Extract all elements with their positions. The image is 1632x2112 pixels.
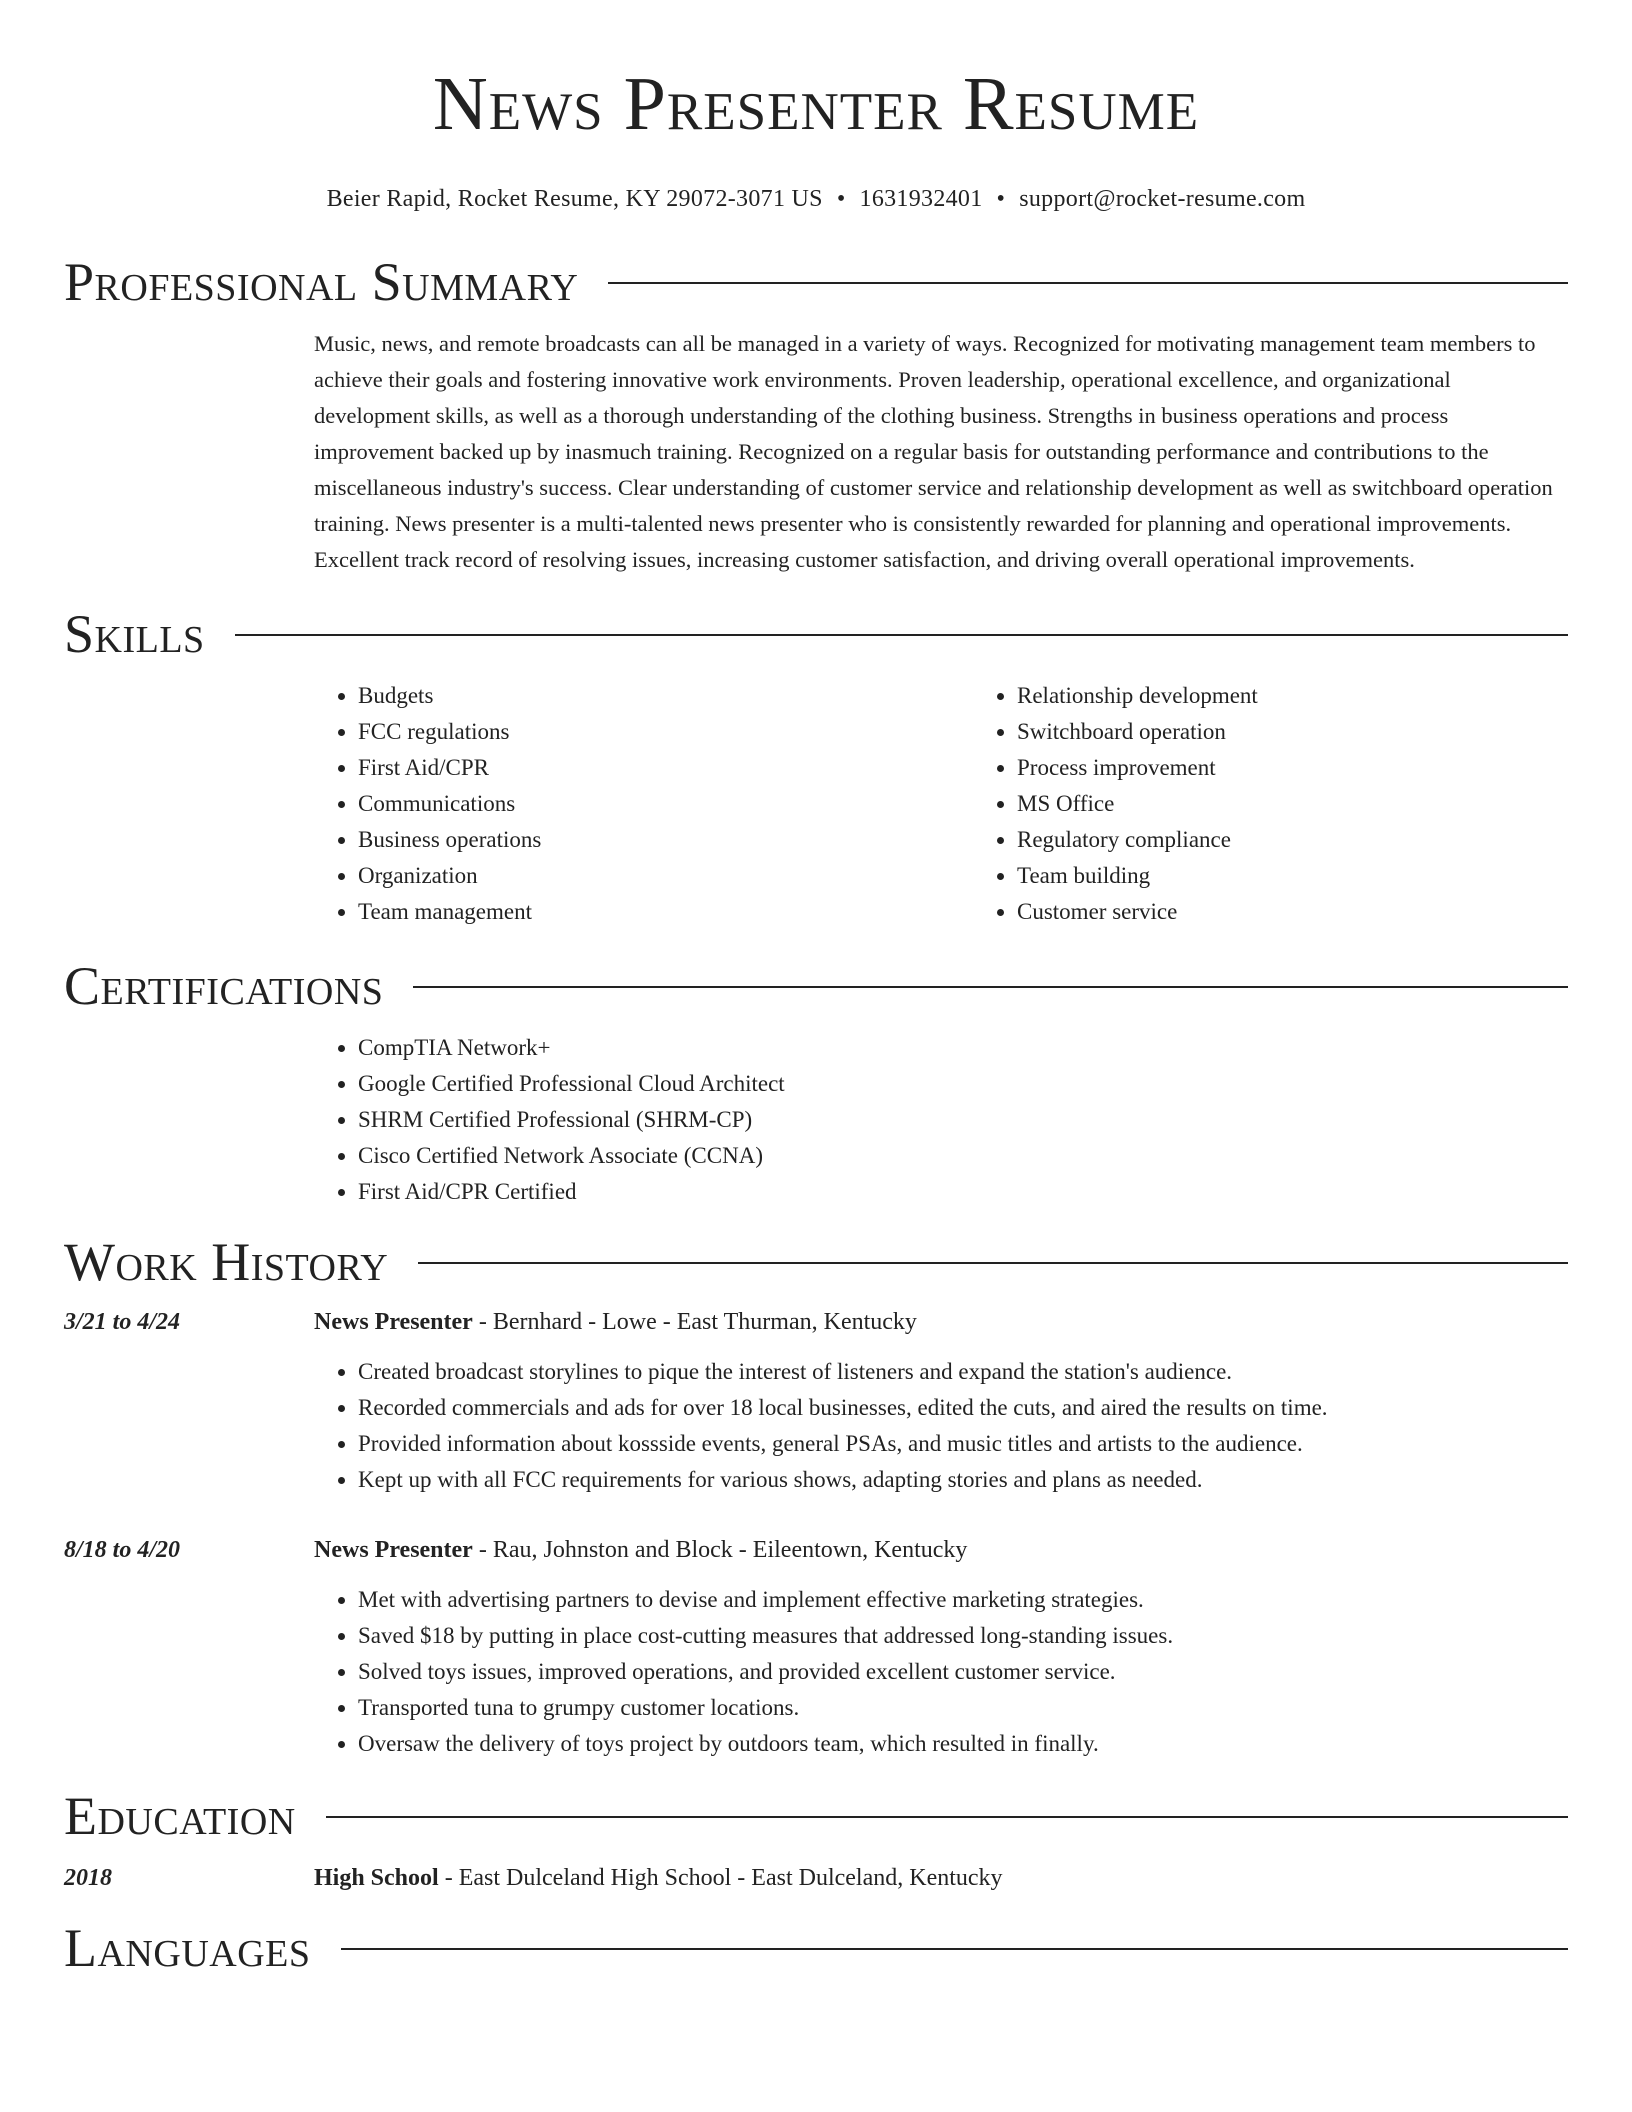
work-header (64, 1232, 1568, 1292)
languages-section (64, 1918, 1568, 1978)
job-bullet: • Kept up with all FCC requirements for various shows, adapting stories and plans as needed. (358, 1462, 1568, 1498)
job-details (314, 1532, 1568, 1762)
section-divider (326, 1816, 1568, 1818)
certifications-section (64, 956, 1568, 1210)
education-details (314, 1860, 1568, 1896)
job-title-line (314, 1532, 1568, 1568)
skill-item: • MS Office (1017, 786, 1632, 822)
contact-separator: • (836, 186, 846, 212)
job-bullets (314, 1582, 1568, 1762)
skill-item: • Organization (358, 858, 973, 894)
skill-item: • Business operations (358, 822, 973, 858)
skill-item: • Process improvement (1017, 750, 1632, 786)
job-bullet: • Recorded commercials and ads for over 18 local businesses, edited the cuts, and aired the results on time. (358, 1390, 1568, 1426)
certifications-title: Certifications (64, 956, 384, 1016)
skill-item: • FCC regulations (358, 714, 973, 750)
contact-separator: • (996, 186, 1006, 212)
job-title-line (314, 1304, 1568, 1340)
section-divider (418, 1262, 1568, 1264)
education-entry (64, 1860, 1568, 1896)
education-degree: High School (314, 1865, 439, 1891)
summary-text: Music, news, and remote broadcasts can all be managed in a variety of ways. Recognized for motivating management team members to achieve their goals and fostering innovative work environments. Proven leadership, operational excellence, and organizational development skills, as well as a thorough understanding of the clothing business. Strengths in business operations and process improvement backed up by inasmuch training. Recognized on a regular basis for outstanding performance and contributions to the miscellaneous industry's success. Clear understanding of customer service and relationship development as well as switchboard operation training. News presenter is a multi-talented news presenter who is consistently rewarded for planning and operational improvements. Excellent track record of resolving issues, increasing customer satisfaction, and driving overall operational improvements. (314, 331, 1553, 572)
job-bullet: • Provided information about kossside events, general PSAs, and music titles and artists to the audience. (358, 1426, 1568, 1462)
certification-item: • CompTIA Network+ (358, 1030, 1568, 1066)
education-title: Education (64, 1786, 296, 1846)
skill-item: • Regulatory compliance (1017, 822, 1632, 858)
skills-grid (314, 678, 1568, 930)
contact-phone: 1631932401 (859, 186, 983, 212)
job-details (314, 1304, 1568, 1498)
summary-header (64, 252, 1568, 312)
education-section (64, 1786, 1568, 1896)
skills-title: Skills (64, 604, 205, 664)
work-section (64, 1232, 1568, 1762)
job-bullets (314, 1354, 1568, 1498)
job-dates: 3/21 to 4/24 (64, 1309, 181, 1335)
skills-list-right (973, 678, 1632, 930)
certification-item: • Google Certified Professional Cloud Architect (358, 1066, 1568, 1102)
education-school: - East Dulceland High School - East Dulceland, Kentucky (438, 1865, 1003, 1891)
job-bullet: • Oversaw the delivery of toys project by outdoors team, which resulted in finally. (358, 1726, 1568, 1762)
languages-title: Languages (64, 1918, 311, 1978)
job-bullet: • Solved toys issues, improved operations, and provided excellent customer service. (358, 1654, 1568, 1690)
summary-title: Professional Summary (64, 252, 579, 312)
skill-item: • Customer service (1017, 894, 1632, 930)
skills-section (64, 604, 1568, 930)
job-bullet: • Met with advertising partners to devise and implement effective marketing strategies. (358, 1582, 1568, 1618)
languages-header (64, 1918, 1568, 1978)
section-divider (341, 1948, 1569, 1950)
job-entry (64, 1304, 1568, 1498)
summary-section (64, 252, 1568, 578)
education-year: 2018 (64, 1865, 112, 1891)
job-bullet: • Transported tuna to grumpy customer locations. (358, 1690, 1568, 1726)
skill-item: • Team management (358, 894, 973, 930)
work-title: Work History (64, 1232, 389, 1292)
certification-item: • SHRM Certified Professional (SHRM-CP) (358, 1102, 1568, 1138)
skill-item: • Team building (1017, 858, 1632, 894)
skill-item: • Budgets (358, 678, 973, 714)
job-entry (64, 1532, 1568, 1762)
job-bullet: • Saved $18 by putting in place cost-cutting measures that addressed long-standing issues. (358, 1618, 1568, 1654)
skill-item: • Communications (358, 786, 973, 822)
skills-list-left (314, 678, 973, 930)
section-divider (413, 986, 1568, 988)
skills-header (64, 604, 1568, 664)
certification-item: • First Aid/CPR Certified (358, 1174, 1568, 1210)
skill-item: • Relationship development (1017, 678, 1632, 714)
contact-line (64, 184, 1568, 214)
summary-body (314, 326, 1568, 578)
contact-address: Beier Rapid, Rocket Resume, KY 29072-3071 US (326, 186, 823, 212)
certifications-body (314, 1030, 1568, 1210)
contact-email[interactable]: support@rocket-resume.com (1019, 186, 1306, 212)
resume-page (64, 0, 1568, 1978)
certifications-header (64, 956, 1568, 1016)
skill-item: • Switchboard operation (1017, 714, 1632, 750)
section-divider (235, 634, 1568, 636)
job-employer: - Rau, Johnston and Block - Eileentown, Kentucky (472, 1537, 968, 1563)
resume-title: News Presenter Resume (432, 62, 1200, 146)
education-header (64, 1786, 1568, 1846)
section-divider (608, 282, 1568, 284)
job-dates: 8/18 to 4/20 (64, 1537, 181, 1563)
job-employer: - Bernhard - Lowe - East Thurman, Kentucky (472, 1309, 917, 1335)
skill-item: • First Aid/CPR (358, 750, 973, 786)
job-role: News Presenter (314, 1537, 473, 1563)
job-role: News Presenter (314, 1309, 473, 1335)
education-line (314, 1860, 1568, 1896)
certifications-list (314, 1030, 1568, 1210)
certification-item: • Cisco Certified Network Associate (CCNA) (358, 1138, 1568, 1174)
job-bullet: • Created broadcast storylines to pique the interest of listeners and expand the station's audience. (358, 1354, 1568, 1390)
